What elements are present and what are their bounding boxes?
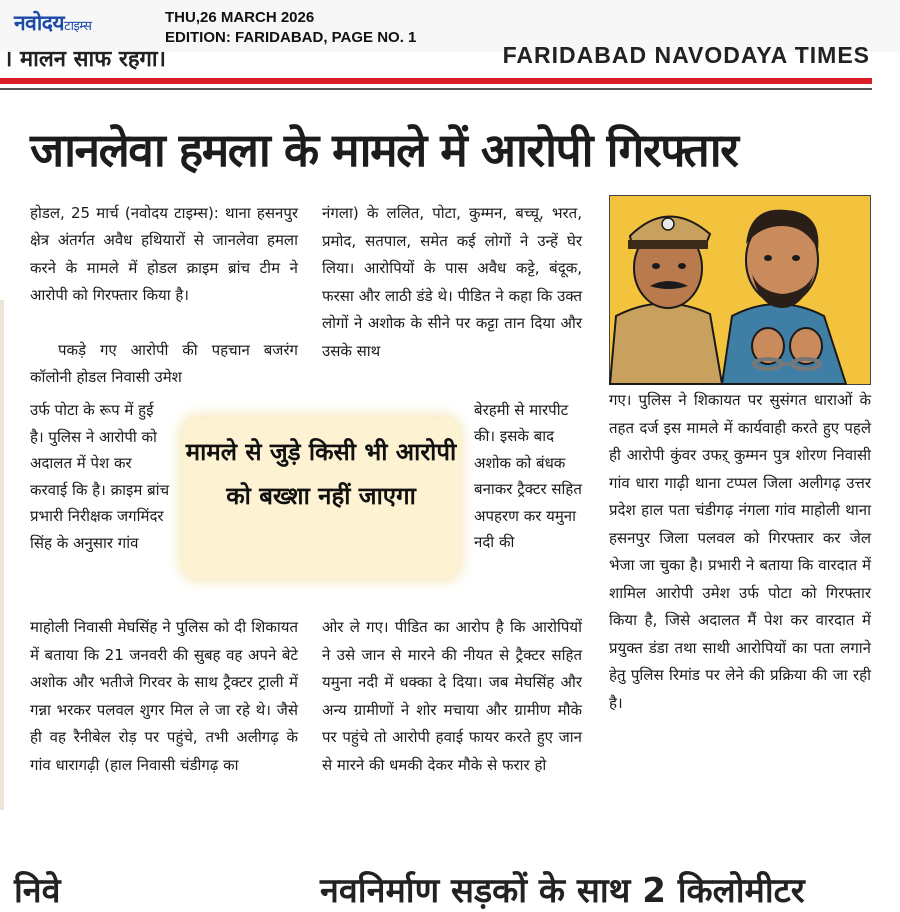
next-article-cropped xyxy=(0,862,900,911)
pull-quote-text: मामले से जुड़े किसी भी आरोपी को बख्शा नहीं जाएगा xyxy=(185,438,457,510)
cropped-headline-fragment: । मालन साफ रहगा। xyxy=(4,47,166,72)
article-paragraph: माहोली निवासी मेघसिंह ने पुलिस को दी शिकायत में बताया कि 21 जनवरी की सुबह वह अपने बेटे अशोक और भतीजे गिरवर के साथ ट्रैक्टर ट्राली में गन्ना भरकर पलवल शुगर मिल ले जा रहे थे। जैसे ही वह रैनीबेल रोड़ पर पहुंचे, तभी अलीगढ़ के गांव धारागढ़ी (हाल निवासी चंडीगढ़ का xyxy=(30,618,298,774)
article-paragraph: गए। पुलिस ने शिकायत पर सुसंगत धाराओं के तहत दर्ज इस मामले में कार्यवाही करते हुए पहले ही आरोपी कुंवर उफऱ् कुम्मन पुत्र शोरण निवासी गांव धारा गाढ़ी थाना टप्पल जिला अलीगढ़ उत्तर प्रदेश हाल पता चंडीगढ़ नंगला गांव माहोली थाना हसनपुर जिला पलवल को गिरफ्तार कर जेल भेजा जा चुका है। प्रभारी ने बताया कि वारदात में शामिल आरोपी उमेश उर्फ पोटा को गिरफ्तार किया है, जिसे अदालत मैं पेश कर वारदात में प्रयुक्त डंडा तथा साथी आरोपियों का पता लगाने हेतु पुलिस रिमांड पर लेने की प्रक्रिया की जा रही है। xyxy=(609,391,871,712)
cropped-heading-right: नवनिर्माण सड़कों के साथ 2 किलोमीटर xyxy=(320,871,805,911)
article-paragraph: उर्फ पोटा के रूप में हुई है। पुलिस ने आरोपी को अदालत में पेश कर करवाई कि है। क्राइम ब्रांच प्रभारी निरीक्षक जगमिंदर सिंह के अनुसार गांव xyxy=(30,401,170,552)
thin-divider xyxy=(0,88,872,90)
article-headline: जानलेवा हमला के मामले में आरोपी गिरफ्तार xyxy=(30,123,738,177)
edition-date: THU,26 MARCH 2026 xyxy=(165,9,315,26)
article-paragraph: बेरहमी से मारपीट की। इसके बाद अशोक को बंधक बनाकर ट्रैक्टर सहित अपहरण कर यमुना नदी की xyxy=(474,401,582,552)
page-header-strip xyxy=(0,42,900,72)
edition-page: EDITION: FARIDABAD, PAGE NO. 1 xyxy=(165,29,417,46)
newspaper-logo[interactable] xyxy=(14,9,91,37)
adjacent-column-edge xyxy=(0,300,4,810)
red-divider xyxy=(0,78,872,84)
pull-quote-box xyxy=(183,418,459,578)
article-paragraph: नंगला) के ललित, पोटा, कुम्मन, बच्चू, भरत, प्रमोद, सतपाल, समेत कई लोगों ने उन्हें घेर लिया। आरोपियों के पास अवैध कट्टे, बंदूक, फरसा और लाठी डंडे थे। पीडित ने कहा कि उक्त लोगों ने अशोक के सीने पर कट्टा तान दिया और उसके साथ xyxy=(322,204,582,360)
logo-suffix: टाइम्स xyxy=(64,19,92,34)
newspaper-title-banner: FARIDABAD NAVODAYA TIMES xyxy=(502,42,870,68)
police-suspect-cartoon xyxy=(610,196,870,384)
cropped-heading-left: निवे xyxy=(14,871,61,911)
edition-info xyxy=(165,8,416,48)
logo-text: नवोदय xyxy=(14,11,65,35)
article-paragraph: ओर ले गए। पीडित का आरोप है कि आरोपियों ने उसे जान से मारने की नीयत से ट्रैक्टर सहित यमुना नदी में धक्का दे दिया। जब मेघसिंह और अन्य ग्रामीणों ने शोर मचाया और ग्रामीण मौके पर पहुंचे तो आरोपी हवाई फायर करते हुए जान से मारने की धमकी देकर मौके से फरार हो xyxy=(322,618,582,774)
article-paragraph: होडल, 25 मार्च (नवोदय टाइम्स): थाना हसनपुर क्षेत्र अंतर्गत अवैध हथियारों से जानलेवा हमला करने के मामले में होडल क्राइम ब्रांच टीम ने आरोपी को गिरफ्तार किया है। xyxy=(30,204,298,305)
arrest-illustration xyxy=(609,195,871,385)
article-paragraph: पकड़े गए आरोपी की पहचान बजरंग कॉलोनी होडल निवासी उमेश xyxy=(30,341,298,387)
